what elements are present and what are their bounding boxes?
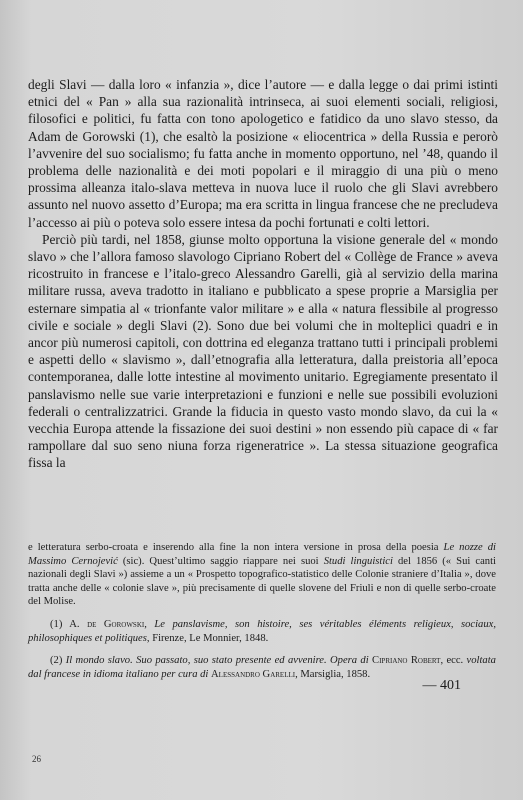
signature-mark: 26 <box>32 754 41 764</box>
footnote-1: (1) A. de Gorowski, Le panslavisme, son histoire, ses véritables éléments religieux, sociaux, philosophiques et politiques, Firenze, Le Monnier, 1848. <box>28 618 497 644</box>
page-number: — 401 <box>422 678 461 693</box>
paragraph-1: degli Slavi — dalla loro « infanzia », dice l’autore — e dalla legge o dai primi istinti etnici del « Pan » alla sua razionalità intrinseca, ai suoi elementi sociali, religiosi, filosofici e politici, fu fatta con tono apologetico e fatidico da uno slavo stesso, da Adam de Gorowski (1), che esaltò la posizione « eliocentrica » della Russia e perorò l’avvenire del suo socialismo; fu fatta anche in momento opportuno, nel ’48, quando il problema delle nazionalità e dei moti popolari e il miraggio di una più o meno prossima alleanza italo-slava metteva in nuova luce il ruolo che gli Slavi avrebbero assunto nel nuovo assetto d’Europa; ma era scritta in lingua francese che ne precludeva l’accesso ai più o poteva solo essere intesa da pochi fortunati e colti lettori. <box>28 77 498 230</box>
main-text <box>28 76 498 472</box>
paragraph-2: Perciò più tardi, nel 1858, giunse molto opportuna la visione generale del « mondo slavo » che l’allora famoso slavologo Cipriano Robert del « Collège de France » aveva ricostruito in francese e l’italo-greco Alessandro Garelli, già al servizio della marina militare russa, aveva tradotto in italiano e pubblicato a spese proprie a Marsiglia per esternare simpatia al « trionfante valor militare » e alla « natura flessibile al progresso civile e sociale » degli Slavi (2). Sono due bei volumi che in molteplici quadri e in ancor più numerosi capitoli, con dottrina ed eleganza trattano tutti i principali problemi e aspetti dello « slavismo », dall’etnografia alla letteratura, dalla preistoria all’epoca contemporanea, dalle lotte intestine al movimento unitario. Egregiamente presentato il panslavismo nelle sue varie interpretazioni e funzioni e nelle sue possibili evoluzioni federali o centralizzatrici. Grande la fiducia in questo vasto mondo slavo, da cui la « vecchia Europa attende la fissazione dei suoi destini » non essendo più capace di « far rampollare dal suo seno niuna forza rigeneratrice ». La stessa situazione geografica fissa la <box>28 231 498 471</box>
footnote-2: (2) Il mondo slavo. Suo passato, suo stato presente ed avvenire. Opera di Cipriano Robert, ecc. voltata dal francese in idioma italiano per cura di Alessandro Garelli, Marsiglia, 1858. <box>28 655 496 680</box>
footnotes <box>28 541 496 681</box>
footnote-continuation: e letteratura serbo-croata e inserendo alla fine la non intera versione in prosa della poesia Le nozze di Massimo Cernojević (sic). Quest’ultimo saggio riappare nei suoi Studi linguistici del 1856 (« Sui canti nazionali degli Slavi ») assieme a un « Prospetto topografico-statistico delle Colonie straniere d’Italia », dove tratta anche delle « colonie slave », più precisamente di quelle slovene del Friuli e non di quelle serbo-croate del Molise. <box>28 542 496 608</box>
